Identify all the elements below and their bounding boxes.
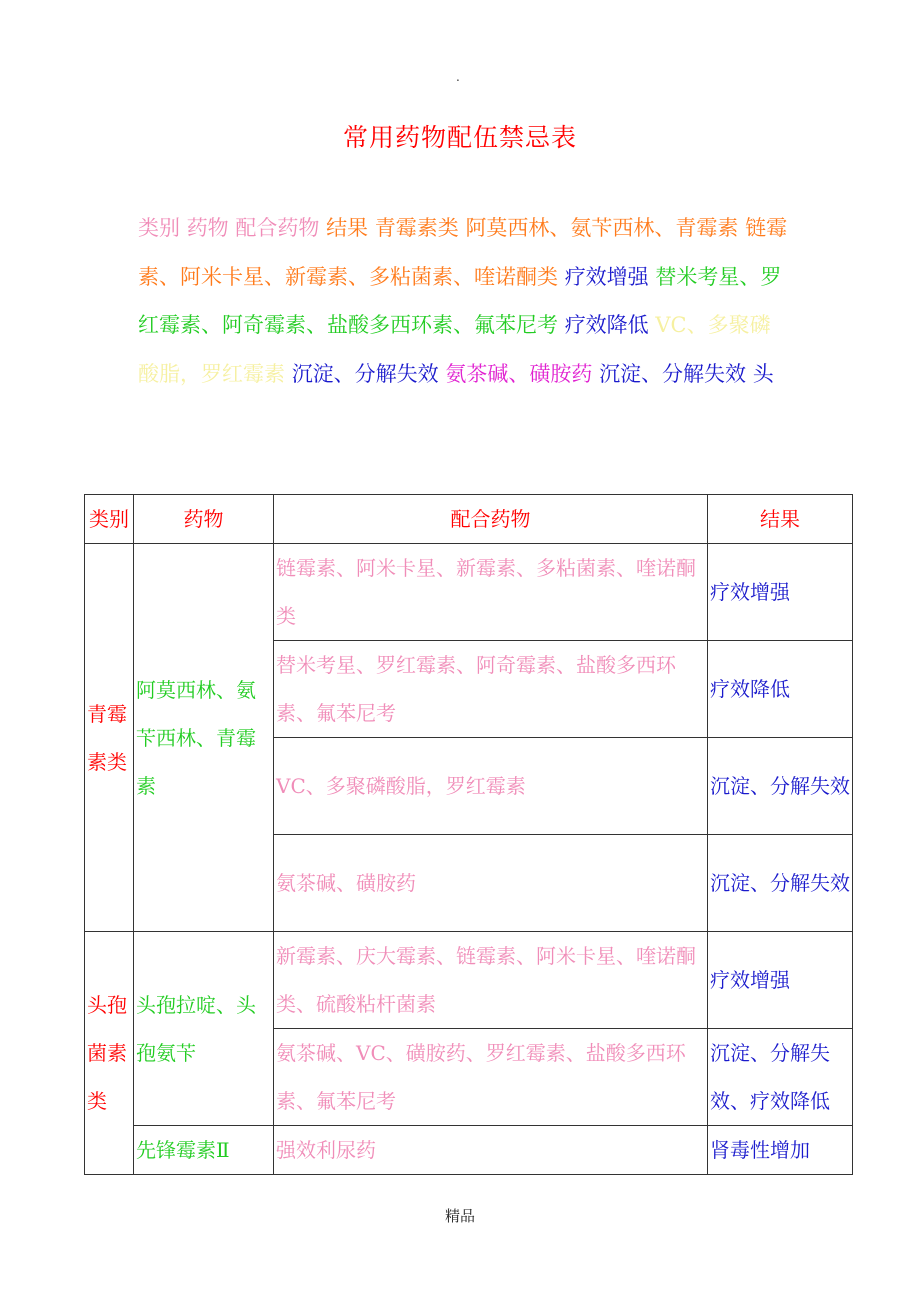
result-cell: 疗效增强: [708, 932, 853, 1029]
category-cell: 头孢菌素类: [85, 932, 134, 1175]
compatibility-table: [84, 494, 853, 1175]
intro-r2-result: 疗效降低: [564, 313, 649, 337]
table-row: [85, 544, 853, 641]
table-row: [85, 1126, 853, 1175]
intro-g1-drugs: 阿莫西林、氨苄西林、青霉素: [465, 216, 739, 240]
header-category: 类别: [85, 495, 134, 544]
intro-paragraph: [138, 204, 788, 398]
table-row: [85, 932, 853, 1029]
category-cell: 青霉素类: [85, 544, 134, 932]
intro-header-result: 结果: [326, 216, 369, 240]
combo-cell: 替米考星、罗红霉素、阿奇霉素、盐酸多西环素、氟苯尼考: [274, 641, 708, 738]
drug-cell: 阿莫西林、氨苄西林、青霉素: [134, 544, 274, 932]
drug-cell: 头孢拉啶、头孢氨苄: [134, 932, 274, 1126]
footer-label: 精品: [444, 1207, 475, 1225]
combo-cell: 新霉素、庆大霉素、链霉素、阿米卡星、喹诺酮类、硫酸粘杆菌素: [274, 932, 708, 1029]
intro-header-drug: 药物: [186, 216, 229, 240]
header-combo: 配合药物: [274, 495, 708, 544]
header-dot: .: [456, 70, 460, 84]
combo-cell: 强效利尿药: [274, 1126, 708, 1175]
intro-header-cat: 类别: [138, 216, 180, 240]
intro-r2-combo: 替米考星、罗红霉素、阿奇霉素、盐酸多西环素、氟苯尼考: [138, 264, 782, 337]
combo-cell: VC、多聚磷酸脂，罗红霉素: [274, 738, 708, 835]
combo-cell: 链霉素、阿米卡星、新霉素、多粘菌素、喹诺酮类: [274, 544, 708, 641]
intro-r3-combo: VC、多聚磷酸脂，罗红霉素: [138, 313, 771, 386]
result-cell: 沉淀、分解失效: [708, 738, 853, 835]
page-title: 常用药物配伍禁忌表: [342, 123, 577, 152]
table-header-row: [85, 495, 853, 544]
result-cell: 沉淀、分解失效、疗效降低: [708, 1029, 853, 1126]
intro-header-combo: 配合药物: [235, 216, 320, 240]
result-cell: 疗效降低: [708, 641, 853, 738]
combo-cell: 氨茶碱、VC、磺胺药、罗红霉素、盐酸多西环素、氟苯尼考: [274, 1029, 708, 1126]
header-drug: 药物: [134, 495, 274, 544]
header-result: 结果: [708, 495, 853, 544]
result-cell: 肾毒性增加: [708, 1126, 853, 1175]
combo-cell: 氨茶碱、磺胺药: [274, 835, 708, 932]
drug-cell: 先锋霉素Ⅱ: [134, 1126, 274, 1175]
result-cell: 沉淀、分解失效: [708, 835, 853, 932]
intro-r3-result: 沉淀、分解失效: [291, 361, 439, 386]
intro-tail: 头: [752, 361, 774, 386]
intro-r4-combo: 氨茶碱、磺胺药: [445, 361, 593, 386]
result-cell: 疗效增强: [708, 544, 853, 641]
intro-r4-result: 沉淀、分解失效: [599, 361, 747, 386]
intro-r1-combo: 链霉素、阿米卡星、新霉素、多粘菌素、喹诺酮类: [138, 216, 788, 289]
intro-g1-category: 青霉素类: [374, 216, 459, 240]
intro-r1-result: 疗效增强: [564, 264, 649, 289]
